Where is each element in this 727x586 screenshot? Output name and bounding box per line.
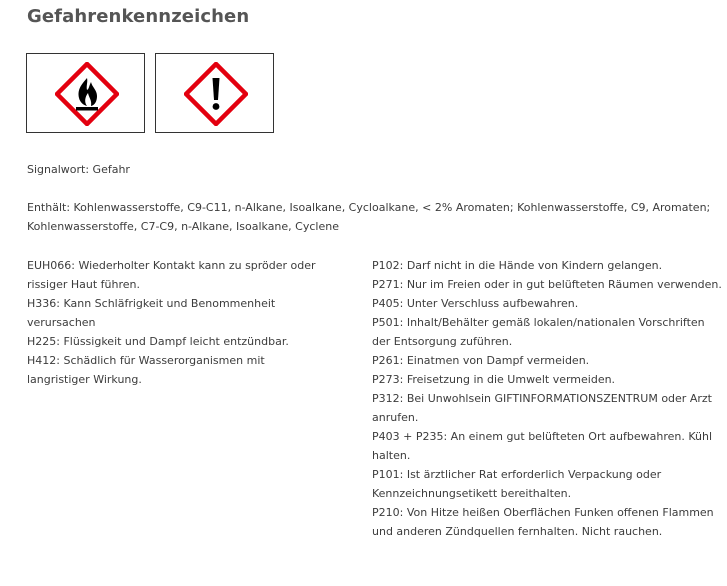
pictogram-exclamation	[155, 53, 274, 133]
precautionary-statement: P501: Inhalt/Behälter gemäß lokalen/nationalen Vorschriften der Entsorgung zuführen.	[372, 316, 705, 348]
precautionary-statement: P312: Bei Unwohlsein GIFTINFORMATIONSZENTRUM oder Arzt anrufen.	[372, 392, 712, 424]
hazard-statement: H225: Flüssigkeit und Dampf leicht entzündbar.	[27, 335, 289, 348]
precautionary-statement: P271: Nur im Freien oder in gut belüfteten Räumen verwenden.	[372, 278, 722, 291]
ingredients-text: Enthält: Kohlenwasserstoffe, C9-C11, n-Alkane, Isoalkane, Cycloalkane, < 2% Aromaten; Kohlenwasserstoffe, C9, Aromaten; Kohlenwasserstoffe, C7-C9, n-Alkane, Isoalkane, Cyclene	[27, 201, 711, 233]
precautionary-statement: P403 + P235: An einem gut belüfteten Ort aufbewahren. Kühl halten.	[372, 430, 713, 462]
pictogram-flammable	[26, 53, 145, 133]
precautionary-statement: P261: Einatmen von Dampf vermeiden.	[372, 354, 590, 367]
precautionary-statement: P210: Von Hitze heißen Oberflächen Funken offenen Flammen und anderen Zündquellen fernhalten. Nicht rauchen.	[372, 506, 714, 538]
precautionary-statement: P101: Ist ärztlicher Rat erforderlich Verpackung oder Kennzeichnungsetikett bereithalten.	[372, 468, 662, 500]
precautionary-statement: P273: Freisetzung in die Umwelt vermeiden.	[372, 373, 616, 386]
hazard-statement: H412: Schädlich für Wasserorganismen mit langristiger Wirkung.	[27, 354, 265, 386]
hazard-statements	[27, 256, 327, 389]
hazard-statement: EUH066: Wiederholter Kontakt kann zu spröder oder rissiger Haut führen.	[27, 259, 316, 291]
precautionary-statement: P102: Darf nicht in die Hände von Kindern gelangen.	[372, 259, 663, 272]
flame-icon	[55, 62, 119, 126]
section-title: Gefahrenkennzeichen	[27, 6, 250, 27]
exclamation-icon	[184, 62, 248, 126]
precautionary-statements	[372, 256, 722, 541]
precautionary-statement: P405: Unter Verschluss aufbewahren.	[372, 297, 579, 310]
hazard-statement: H336: Kann Schläfrigkeit und Benommenheit verursachen	[27, 297, 276, 329]
signal-word: Signalwort: Gefahr	[27, 163, 130, 176]
